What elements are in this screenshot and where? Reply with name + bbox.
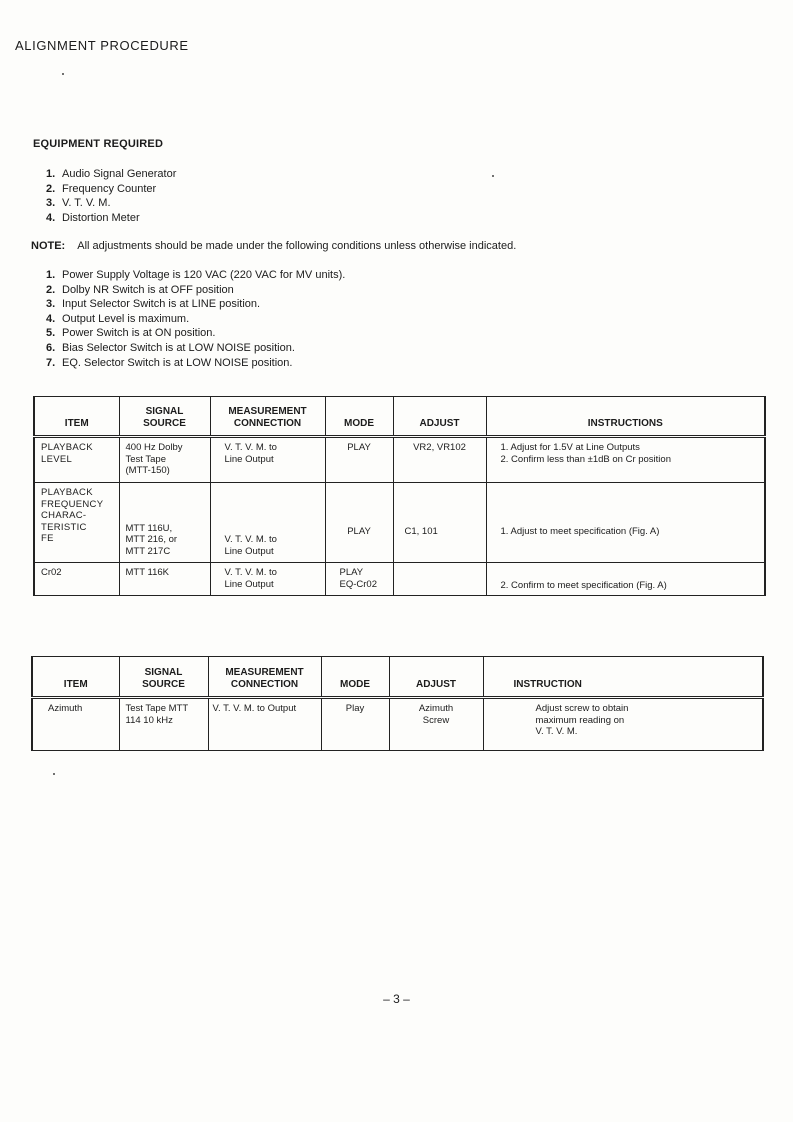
cell-measurement: V. T. V. M. to Output xyxy=(208,698,321,751)
header-item: ITEM xyxy=(34,397,119,437)
cell-measurement: V. T. V. M. to Line Output xyxy=(210,563,325,596)
cell-mode: PLAY xyxy=(325,483,393,563)
list-item: 4. Output Level is maximum. xyxy=(46,312,190,325)
header-signal-source: SIGNAL SOURCE xyxy=(119,397,210,437)
list-item: 1. Power Supply Voltage is 120 VAC (220 VAC for MV units). xyxy=(46,269,346,281)
list-item: 6. Bias Selector Switch is at LOW NOISE position. xyxy=(46,341,295,354)
list-item: 5. Power Switch is at ON position. xyxy=(46,327,216,340)
page-number: – 3 – xyxy=(383,992,410,1006)
cell-item: Cr02 xyxy=(34,563,119,596)
conditions-list xyxy=(46,268,345,370)
list-item: 3. V. T. V. M. xyxy=(46,197,111,210)
list-item: 4. Distortion Meter xyxy=(46,211,140,224)
cell-mode: PLAY EQ-Cr02 xyxy=(325,563,393,596)
header-item: ITEM xyxy=(32,657,119,698)
table-header-row xyxy=(34,397,765,437)
note xyxy=(31,240,516,252)
header-instructions: INSTRUCTIONS xyxy=(486,397,765,437)
cell-signal-source: 400 Hz Dolby Test Tape (MTT-150) xyxy=(119,437,210,483)
table-header-row xyxy=(32,657,763,698)
list-item: 2. Dolby NR Switch is at OFF position xyxy=(46,283,234,296)
speck xyxy=(62,73,64,75)
header-adjust: ADJUST xyxy=(389,657,483,698)
cell-instruction: Adjust screw to obtain maximum reading on V. T. V. M. xyxy=(483,698,763,751)
cell-measurement: V. T. V. M. to Line Output xyxy=(210,437,325,483)
cell-mode: PLAY xyxy=(325,437,393,483)
cell-item: PLAYBACK LEVEL xyxy=(34,437,119,483)
header-mode: MODE xyxy=(321,657,389,698)
header-measurement-connection: MEASUREMENT CONNECTION xyxy=(210,397,325,437)
header-signal-source: SIGNAL SOURCE xyxy=(119,657,208,698)
cell-instructions: 1. Adjust for 1.5V at Line Outputs 2. Confirm less than ±1dB on Cr position xyxy=(486,437,765,483)
cell-instructions: 1. Adjust to meet specification (Fig. A) xyxy=(486,483,765,563)
equipment-list xyxy=(46,167,176,225)
list-item: 7. EQ. Selector Switch is at LOW NOISE position. xyxy=(46,356,293,369)
cell-signal-source: Test Tape MTT 114 10 kHz xyxy=(119,698,208,751)
header-instruction: INSTRUCTION xyxy=(483,657,763,698)
cell-signal-source: MTT 116K xyxy=(119,563,210,596)
speck xyxy=(53,773,55,775)
list-item: 1. Audio Signal Generator xyxy=(46,168,177,180)
cell-item: Azimuth xyxy=(32,698,119,751)
header-adjust: ADJUST xyxy=(393,397,486,437)
equipment-heading: EQUIPMENT REQUIRED xyxy=(33,138,164,150)
header-measurement-connection: MEASUREMENT CONNECTION xyxy=(208,657,321,698)
cell-signal-source: MTT 116U, MTT 216, or MTT 217C xyxy=(119,483,210,563)
cell-measurement: V. T. V. M. to Line Output xyxy=(210,483,325,563)
azimuth-alignment-table xyxy=(31,656,764,751)
table-row xyxy=(34,437,765,483)
note-label: NOTE: xyxy=(31,240,66,252)
cell-adjust xyxy=(393,563,486,596)
page-title: ALIGNMENT PROCEDURE xyxy=(15,38,189,53)
table-row xyxy=(34,563,765,596)
table-row xyxy=(32,698,763,751)
list-item: 2. Frequency Counter xyxy=(46,182,157,195)
list-item: 3. Input Selector Switch is at LINE position. xyxy=(46,298,261,311)
table-row xyxy=(34,483,765,563)
cell-mode: Play xyxy=(321,698,389,751)
playback-alignment-table xyxy=(33,396,766,596)
note-text: All adjustments should be made under the following conditions unless otherwise indicated. xyxy=(77,240,517,252)
header-mode: MODE xyxy=(325,397,393,437)
cell-adjust: VR2, VR102 xyxy=(393,437,486,483)
speck xyxy=(492,175,494,177)
cell-item: PLAYBACK FREQUENCY CHARAC- TERISTIC FE xyxy=(34,483,119,563)
cell-instructions: 2. Confirm to meet specification (Fig. A) xyxy=(486,563,765,596)
cell-adjust: C1, 101 xyxy=(393,483,486,563)
cell-adjust: Azimuth Screw xyxy=(389,698,483,751)
